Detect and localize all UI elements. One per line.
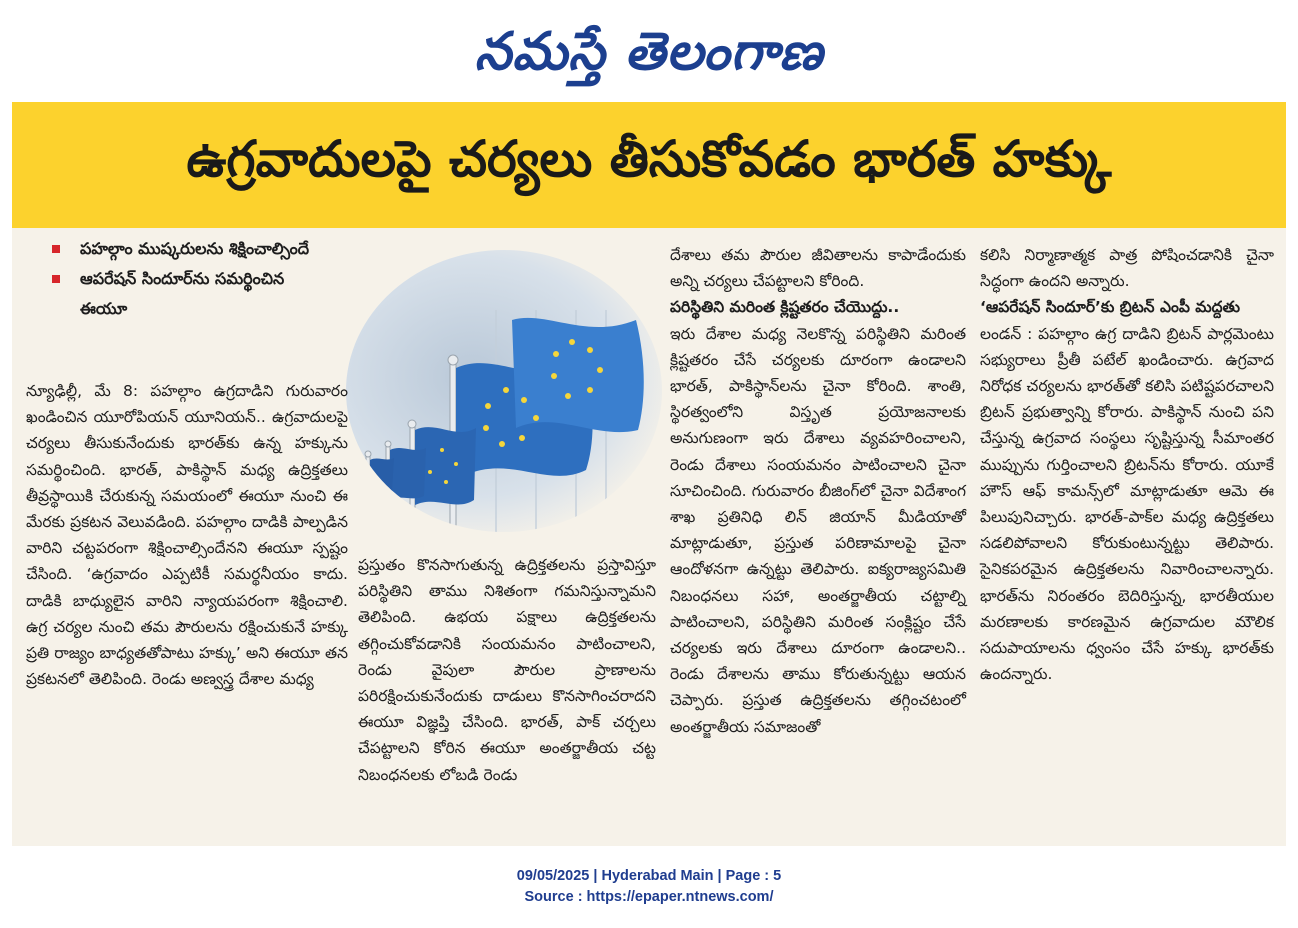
news-clipping <box>12 102 1286 846</box>
masthead-logo <box>0 8 1298 96</box>
article-column-2 <box>358 552 656 788</box>
source-link[interactable]: Source : https://epaper.ntnews.com/ <box>524 889 774 905</box>
headline: ఉగ్రవాదులపై చర్యలు తీసుకోవడం భారత్ హక్కు <box>186 129 1112 188</box>
column-text: కలిసి నిర్మాణాత్మక పాత్ర పోషించడానికి చైనా సిద్ధంగా ఉందని అన్నారు. <box>980 246 1274 291</box>
column-text: దేశాలు తమ పౌరుల జీవితాలను కాపాడేందుకు అన్ని చర్యలు చేపట్టాలని కోరింది. <box>670 246 966 291</box>
eu-flags-illustration <box>346 250 662 532</box>
highlights-list <box>52 234 332 324</box>
highlight-text: పహల్గాం ముష్కరులను శిక్షించాల్సిందే <box>80 239 310 258</box>
bullet-icon <box>52 245 60 253</box>
headline-banner <box>12 102 1286 228</box>
edition-info: 09/05/2025 | Hyderabad Main | Page : 5 <box>516 868 782 884</box>
highlight-item <box>52 234 332 264</box>
column-text: న్యూఢిల్లీ, మే 8: పహల్గాం ఉగ్రదాడిని గురువారం ఖండించిన యూరోపియన్ యూనియన్.. ఉగ్రవాదులపై చర్యలు తీసుకునేందుకు భారత్‌కు ఉన్న హక్కును సమర్థించింది. భారత్, పాకిస్థాన్ మధ్య ఉద్రిక్తతలు తీవ్రస్థాయికి చేరుకున్న సమయంలో ఈయూ నుంచి ఈ మేరకు ప్రకటన వెలువడింది. పహల్గాం దాడికి పాల్పడిన వారిని చట్టపరంగా శిక్షించాల్సిందేనని ఈయూ స్పష్టం చేసింది. ‘ఉగ్రవాదం ఎప్పటికీ సమర్థనీయం కాదు. దాడికి బాధ్యులైన వారిని న్యాయపరంగా శిక్షించాలి. ఉగ్ర చర్యల నుంచి తమ పౌరులను రక్షించుకునే హక్కు ప్రతి రాజ్యం బాధ్యతతోపాటు హక్కు’ అని ఈయూ తన ప్రకటనలో తెలిపింది. రెండు అణ్వస్త్ర దేశాల మధ్య <box>26 382 348 689</box>
article-column-3 <box>670 242 966 740</box>
column-text: ఇరు దేశాల మధ్య నెలకొన్న పరిస్థితిని మరింత క్లిష్టతరం చేసే చర్యలకు దూరంగా ఉండాలని భారత్, పాకిస్థాన్‌లను చైనా కోరింది. శాంతి, స్థిరత్వంలోని విస్తృత ప్రయోజనాలకు అనుగుణంగా ఇరు దేశాలు వ్యవహరించాలని, రెండు దేశాలు సంయమనం పాటించాలని చైనా సూచించింది. గురువారం బీజింగ్‌లో చైనా విదేశాంగ శాఖ ప్రతినిధి లిన్ జియాన్ మీడియాతో మాట్లాడుతూ, ప్రస్తుత పరిణామాలపై చైనా ఆందోళనగా ఉన్నట్టు తెలిపారు. ఐక్యరాజ్యసమితి నిబంధనలు సహా, అంతర్జాతీయ చట్టాల్ని పాటించాలని, పరిస్థితిని మరింత సంక్లిష్టం చేసే చర్యలకు ఇరు దేశాలు దూరంగా ఉండాలని.. రెండు దేశాలను తాము కోరుతున్నట్టు ఆయన చెప్పారు. ప్రస్తుత ఉద్రిక్తతలను తగ్గించటంలో అంతర్జాతీయ సమాజంతో <box>670 324 966 736</box>
article-column-4 <box>980 242 1274 687</box>
subheading: ‘ఆపరేషన్ సిందూర్’కు బ్రిటన్ ఎంపీ మద్దతు <box>980 298 1241 317</box>
article-column-1 <box>26 378 348 692</box>
column-text: ప్రస్తుతం కొనసాగుతున్న ఉద్రిక్తతలను ప్రస్తావిస్తూ పరిస్థితిని తాము నిశితంగా గమనిస్తున్నామని తెలిపింది. ఉభయ పక్షాలు ఉద్రిక్తతలను తగ్గించుకోవడానికి సంయమనం పాటించాలని, రెండు వైపులా పౌరుల ప్రాణాలను పరిరక్షించుకునేందుకు దాడులు కొనసాగించరాదని ఈయూ విజ్ఞప్తి చేసింది. భారత్, పాక్ చర్చలు చేపట్టాలని కోరిన ఈయూ అంతర్జాతీయ చట్ట నిబంధనలకు లోబడి రెండు <box>358 556 656 784</box>
bullet-icon <box>52 275 60 283</box>
highlight-item <box>52 264 332 324</box>
column-text: లండన్ : పహల్గాం ఉగ్ర దాడిని బ్రిటన్ పార్లమెంటు సభ్యురాలు ప్రీతీ పటేల్ ఖండించారు. ఉగ్రవాద నిరోధక చర్యలను భారత్‌తో కలిసి పటిష్టపరచాలని బ్రిటన్ ప్రభుత్వాన్ని కోరారు. పాకిస్థాన్ నుంచి పని చేస్తున్న ఉగ్రవాద సంస్థలు సృష్టిస్తున్న సీమాంతర ముప్పును గుర్తించాలని బ్రిటన్‌ను కోరారు. యూకే హౌస్ ఆఫ్ కామన్స్‌లో మాట్లాడుతూ ఆమె ఈ పిలుపునిచ్చారు. భారత్-పాక్‌ల మధ్య ఉద్రిక్తతలు సడలిపోవాలని కోరుకుంటున్నట్టు తెలిపారు. సైనికపరమైన ఉద్రిక్తతలను నివారించాలన్నారు. భారత్‌ను నిరంతరం బెదిరిస్తున్న, భారతీయుల మరణాలకు కారణమైన ఉగ్రవాదుల మౌలిక సదుపాయాలను ధ్వంసం చేసే హక్కు భారత్‌కు ఉందన్నారు. <box>980 324 1274 684</box>
eu-flags-photo <box>346 250 662 532</box>
subheading: పరిస్థితిని మరింత క్లిష్టతరం చేయొద్దు.. <box>670 298 900 317</box>
page-footer <box>0 866 1298 908</box>
highlight-text: ఆపరేషన్ సిందూర్‌ను సమర్థించిన ఈయూ <box>80 269 285 318</box>
masthead-title: నమస్తే తెలంగాణ <box>474 21 824 82</box>
